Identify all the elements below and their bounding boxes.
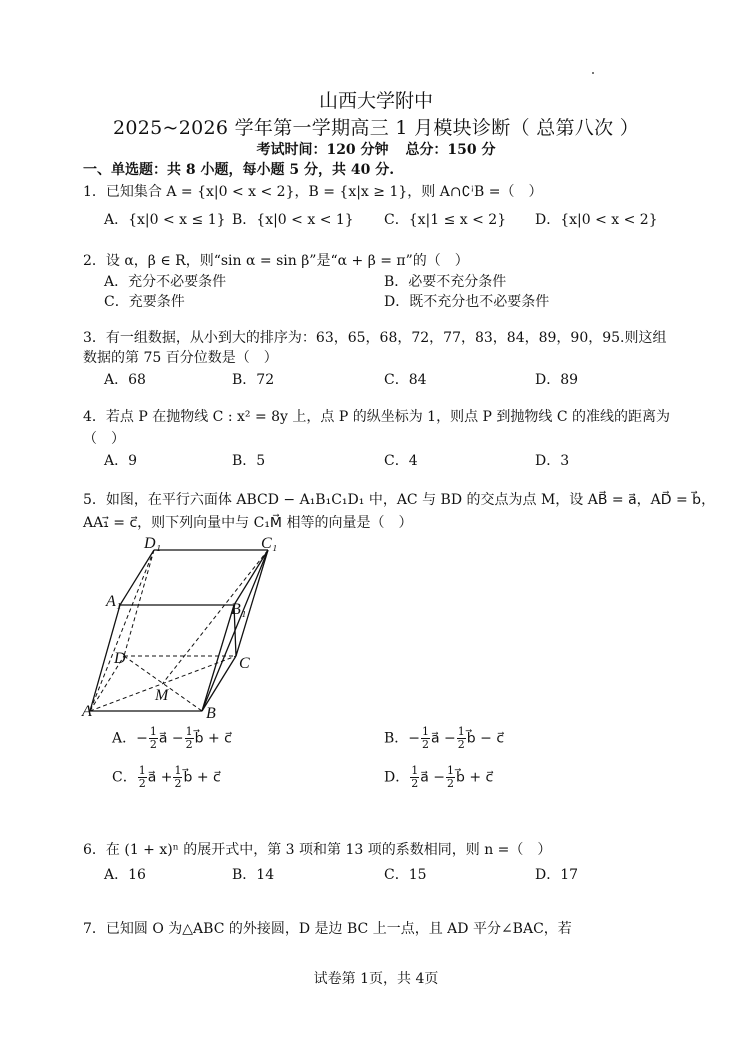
q1-option-c: C．{x|1 ≤ x < 2} bbox=[384, 212, 507, 228]
parallelepiped-figure bbox=[78, 528, 308, 724]
label-m: M bbox=[155, 687, 169, 704]
hidden-diagonal-d1a bbox=[90, 550, 154, 711]
q6-option-c: C．15 bbox=[384, 867, 427, 883]
q2-option-c: C．充要条件 bbox=[104, 294, 185, 310]
q4-option-a: A．9 bbox=[104, 453, 138, 469]
label-a1: A₁ bbox=[106, 593, 122, 610]
q6-option-b: B．14 bbox=[232, 867, 275, 883]
edge-bc bbox=[202, 656, 236, 711]
q6-stem: 6．在 (1 + x)ⁿ 的展开式中，第 3 项和第 13 项的系数相同，则 n =（ ） bbox=[83, 842, 552, 858]
q1-option-d: D．{x|0 < x < 2} bbox=[535, 212, 658, 228]
label-c1: C₁ bbox=[261, 535, 278, 552]
q4-option-b: B．5 bbox=[232, 453, 266, 469]
label-c: C bbox=[239, 655, 250, 672]
scan-speck bbox=[592, 72, 594, 74]
q2-option-d: D．既不充分也不必要条件 bbox=[384, 294, 550, 310]
q5-option-c: C． $\frac{1}{2}$ a⃗ + $\frac{1}{2}$ b⃗ + c⃗ bbox=[112, 764, 221, 790]
label-b1: B₁ bbox=[231, 601, 247, 618]
edge-d1a1 bbox=[120, 550, 154, 605]
q6-option-d: D．17 bbox=[535, 867, 579, 883]
hidden-segment-c1m bbox=[163, 550, 268, 683]
q4-option-d: D．3 bbox=[535, 453, 570, 469]
exam-title: 2025~2026 学年第一学期高三 1 月模块诊断（ 总第八次 ） bbox=[112, 117, 640, 139]
exam-score: 总分：150 分 bbox=[405, 142, 496, 158]
q5-option-d: D． $\frac{1}{2}$ a⃗ − $\frac{1}{2}$ b⃗ + c⃗ bbox=[384, 764, 494, 790]
exam-time: 考试时间：120 分钟 bbox=[256, 142, 389, 158]
q7-stem: 7．已知圆 O 为△ABC 的外接圆，D 是边 BC 上一点，且 AD 平分∠BAC，若 bbox=[83, 921, 572, 937]
page-footer: 试卷第 1页，共 4页 bbox=[313, 971, 439, 987]
label-b: B bbox=[206, 705, 216, 722]
diagonal-c1b bbox=[202, 550, 268, 711]
label-d: D bbox=[114, 650, 126, 667]
q4-option-c: C．4 bbox=[384, 453, 418, 469]
q4-stem-line1: 4．若点 P 在抛物线 C : x² = 8y 上，点 P 的纵坐标为 1，则点 P 到抛物线 C 的准线的距离为 bbox=[83, 409, 671, 425]
q3-option-c: C．84 bbox=[384, 372, 427, 388]
q5-stem-line1: 5．如图，在平行六面体 ABCD − A₁B₁C₁D₁ 中，AC 与 BD 的交点为点 M，设 AB⃗ = a⃗，AD⃗ = b⃗， bbox=[83, 492, 716, 508]
label-d1: D₁ bbox=[144, 535, 162, 552]
q2-stem: 2．设 α，β ∈ R，则“sin α = sin β”是“α + β = π”的（ ） bbox=[83, 253, 469, 269]
q4-stem-line2: （ ） bbox=[83, 431, 125, 447]
hidden-edge-d1d bbox=[124, 550, 154, 656]
school-name: 山西大学附中 bbox=[318, 90, 433, 112]
q1-option-b: B．{x|0 < x < 1} bbox=[232, 212, 354, 228]
q5-stem-line2: AA₁⃗ = c⃗，则下列向量中与 C₁M⃗ 相等的向量是（ ） bbox=[83, 515, 413, 531]
q3-option-a: A．68 bbox=[104, 372, 146, 388]
edge-b1b bbox=[202, 605, 234, 711]
q2-option-b: B．必要不充分条件 bbox=[384, 274, 507, 290]
q5-option-b: B．− $\frac{1}{2}$ a⃗ − $\frac{1}{2}$ b⃗ − c⃗ bbox=[384, 725, 505, 751]
q2-option-a: A．充分不必要条件 bbox=[104, 274, 227, 290]
exam-meta bbox=[0, 139, 752, 159]
q3-option-b: B．72 bbox=[232, 372, 275, 388]
q3-option-d: D．89 bbox=[535, 372, 579, 388]
q5-option-a: A．− $\frac{1}{2}$ a⃗ − $\frac{1}{2}$ b⃗ + c⃗ bbox=[112, 725, 232, 751]
section-heading: 一、单选题：共 8 小题，每小题 5 分，共 40 分. bbox=[83, 162, 395, 178]
q1-stem: 1．已知集合 A = {x|0 < x < 2}，B = {x|x ≥ 1}，则 A∩∁ꜞB =（ ） bbox=[83, 184, 543, 200]
label-a: A bbox=[82, 703, 92, 720]
q1-option-a: A．{x|0 < x ≤ 1} bbox=[104, 212, 226, 228]
q3-stem-line1: 3．有一组数据，从小到大的排序为：63，65，68，72，77，83，84，89，90，95.则这组 bbox=[83, 330, 667, 346]
edge-c1b1 bbox=[234, 550, 268, 605]
q3-stem-line2: 数据的第 75 百分位数是（ ） bbox=[83, 350, 278, 366]
q6-option-a: A．16 bbox=[104, 867, 146, 883]
